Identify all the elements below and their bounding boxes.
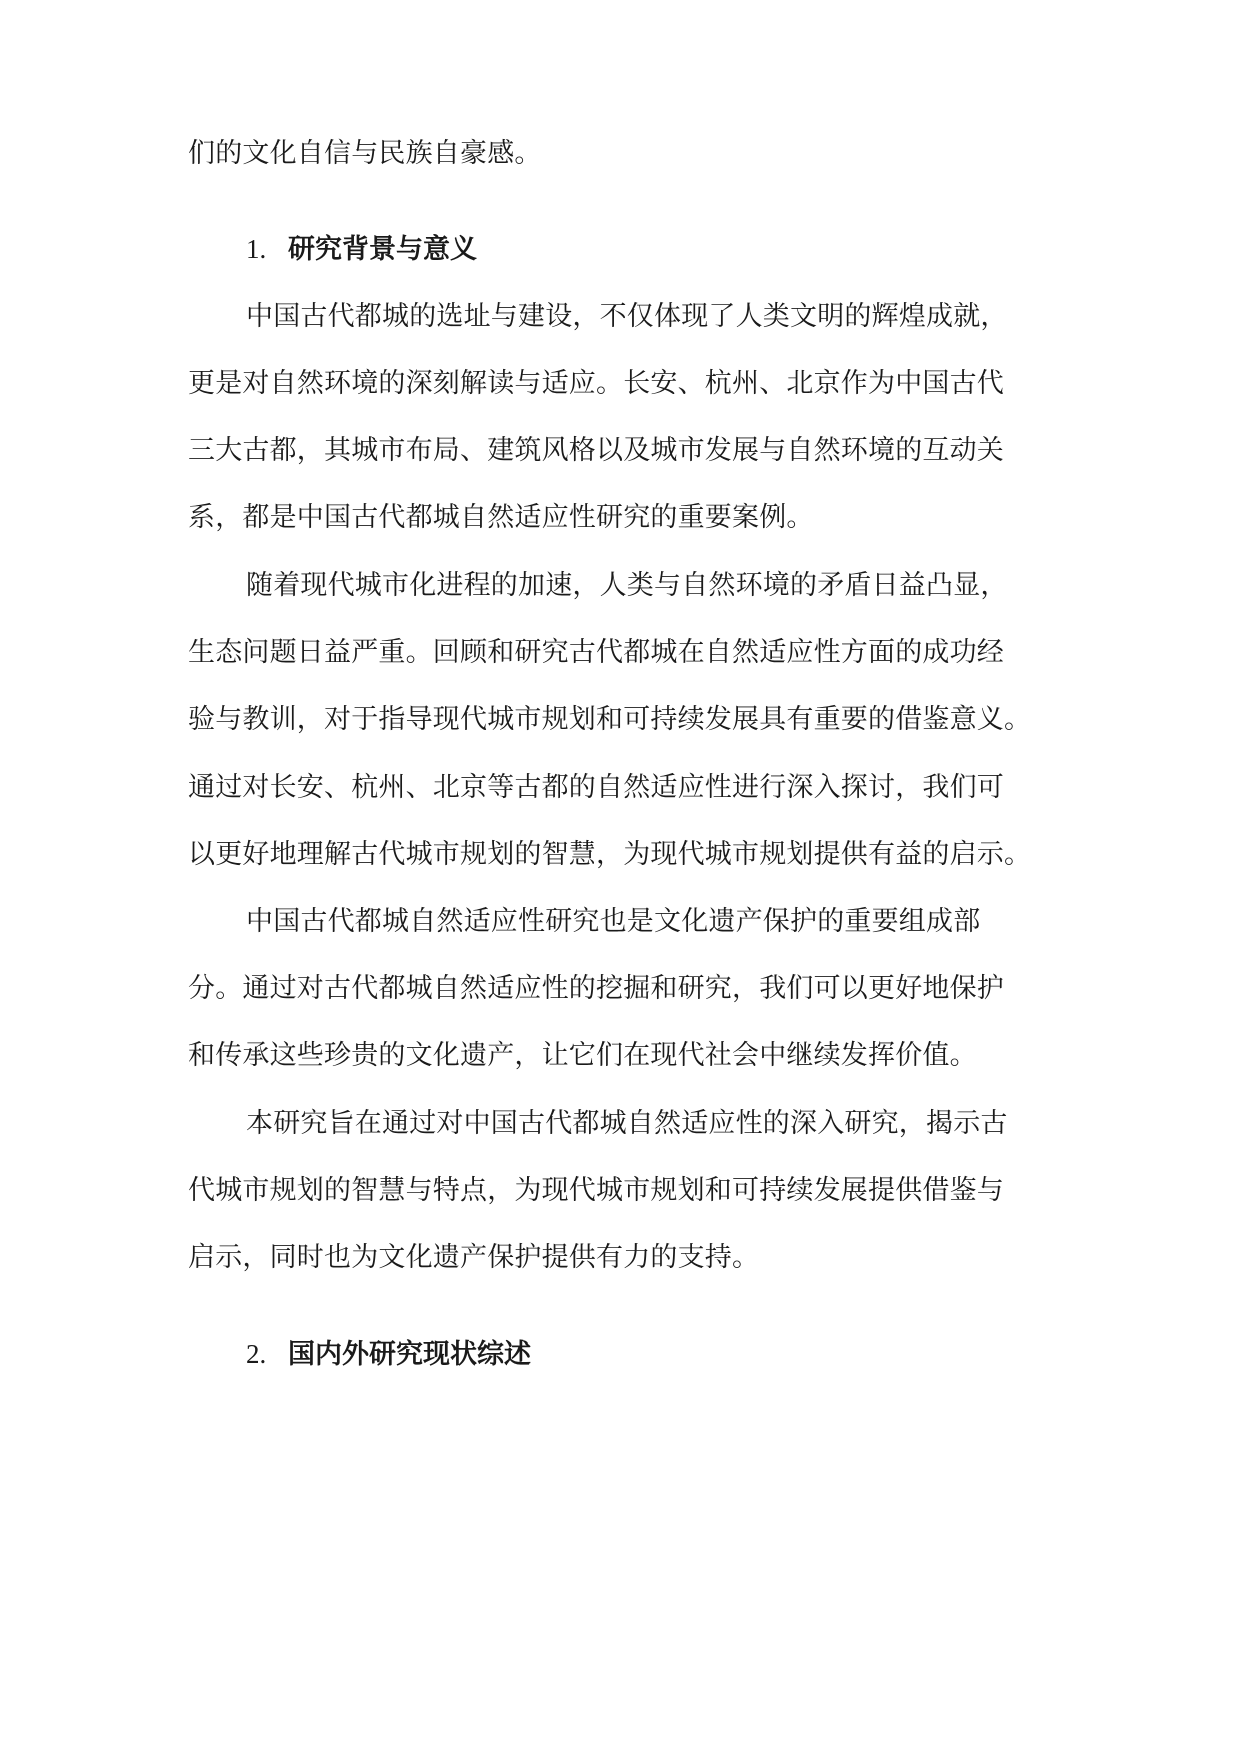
paragraph-line: 和传承这些珍贵的文化遗产，让它们在现代社会中继续发挥价值。 — [188, 1040, 977, 1071]
section-heading-1 — [246, 229, 477, 269]
paragraph-line: 更是对自然环境的深刻解读与适应。长安、杭州、北京作为中国古代 — [188, 368, 1004, 399]
paragraph-line: 本研究旨在通过对中国古代都城自然适应性的深入研究，揭示古 — [246, 1108, 1008, 1139]
section-heading-2 — [246, 1334, 531, 1374]
section-title: 研究背景与意义 — [288, 234, 477, 265]
paragraph-line: 三大古都，其城市布局、建筑风格以及城市发展与自然环境的互动关 — [188, 435, 1004, 466]
paragraph-line: 以更好地理解古代城市规划的智慧，为现代城市规划提供有益的启示。 — [188, 839, 1032, 870]
paragraph-line: 中国古代都城的选址与建设，不仅体现了人类文明的辉煌成就， — [246, 301, 1008, 332]
section-number: 2. — [246, 1339, 267, 1369]
section-number: 1. — [246, 234, 267, 264]
paragraph-line: 生态问题日益严重。回顾和研究古代都城在自然适应性方面的成功经 — [188, 637, 1004, 668]
paragraph-line: 验与教训，对于指导现代城市规划和可持续发展具有重要的借鉴意义。 — [188, 704, 1032, 735]
paragraph-line: 通过对长安、杭州、北京等古都的自然适应性进行深入探讨，我们可 — [188, 772, 1004, 803]
paragraph-line: 代城市规划的智慧与特点，为现代城市规划和可持续发展提供借鉴与 — [188, 1175, 1004, 1206]
section-title: 国内外研究现状综述 — [288, 1339, 531, 1370]
paragraph-line: 启示，同时也为文化遗产保护提供有力的支持。 — [188, 1242, 760, 1273]
paragraph-line: 们的文化自信与民族自豪感。 — [188, 138, 542, 169]
paragraph-line: 分。通过对古代都城自然适应性的挖掘和研究，我们可以更好地保护 — [188, 973, 1004, 1004]
paragraph-line: 中国古代都城自然适应性研究也是文化遗产保护的重要组成部 — [246, 906, 981, 937]
paragraph-line: 系，都是中国古代都城自然适应性研究的重要案例。 — [188, 502, 814, 533]
paragraph-line: 随着现代城市化进程的加速，人类与自然环境的矛盾日益凸显， — [246, 570, 1008, 601]
